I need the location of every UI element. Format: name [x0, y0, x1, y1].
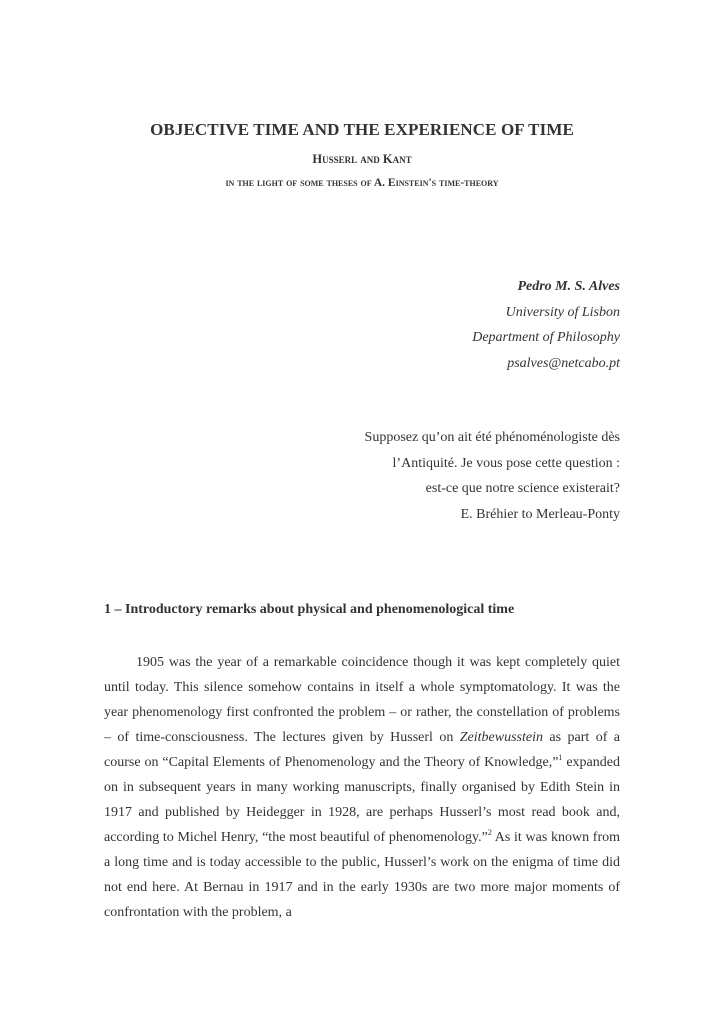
body-text: 1905 was the year of a remarkable coincidence though it was kept completely quiet until today. This silence somehow contains in itself a whole symptomatology. It was the year phenomenology first confronted the problem – or rather, the constellation of problems – of time-consciousness. The lectures given by Husserl on: [104, 655, 620, 745]
body-paragraph: [104, 650, 620, 925]
paper-subtitle-secondary: in the light of some theses of A. Einstein's time-theory: [225, 177, 499, 189]
epigraph-line: Supposez qu’on ait été phénoménologiste dès: [364, 430, 620, 445]
section-heading: 1 – Introductory remarks about physical and phenomenological time: [104, 602, 515, 617]
epigraph: [365, 425, 620, 527]
body-text: As it was known from a long time and is today accessible to the public, Husserl’s work on the enigma of time did not end here. At Bernau in 1917 and in the early 1930s are two more major moments of confrontation with the problem, a: [104, 830, 620, 920]
author-affiliation: University of Lisbon: [505, 304, 620, 320]
paper-title: OBJECTIVE TIME AND THE EXPERIENCE OF TIME: [150, 120, 574, 139]
epigraph-attribution: E. Bréhier to Merleau-Ponty: [460, 506, 620, 522]
epigraph-line: l’Antiquité. Je vous pose cette question :: [392, 455, 620, 471]
author-block: [472, 274, 620, 376]
body-text: as part of a course on “Capital Elements of Phenomenology and the Theory of Knowledge,”: [104, 730, 620, 770]
body-text: expanded on in subsequent years in many working manuscripts, finally organised by Edith Stein in 1917 and published by Heidegger in 1928, are perhaps Husserl’s most read book and, according to Michel Henry, “the most beautiful of phenomenology.”: [104, 755, 620, 845]
author-name: Pedro M. S. Alves: [517, 279, 620, 294]
paper-subtitle: Husserl and Kant: [312, 152, 412, 166]
epigraph-line: est-ce que notre science existerait?: [425, 481, 620, 496]
body-text-italic: Zeitbewusstein: [459, 730, 543, 745]
author-email: psalves@netcabo.pt: [507, 355, 620, 371]
author-department: Department of Philosophy: [472, 330, 620, 345]
footnote-marker[interactable]: 1: [558, 753, 563, 762]
footnote-marker[interactable]: 2: [487, 828, 492, 837]
